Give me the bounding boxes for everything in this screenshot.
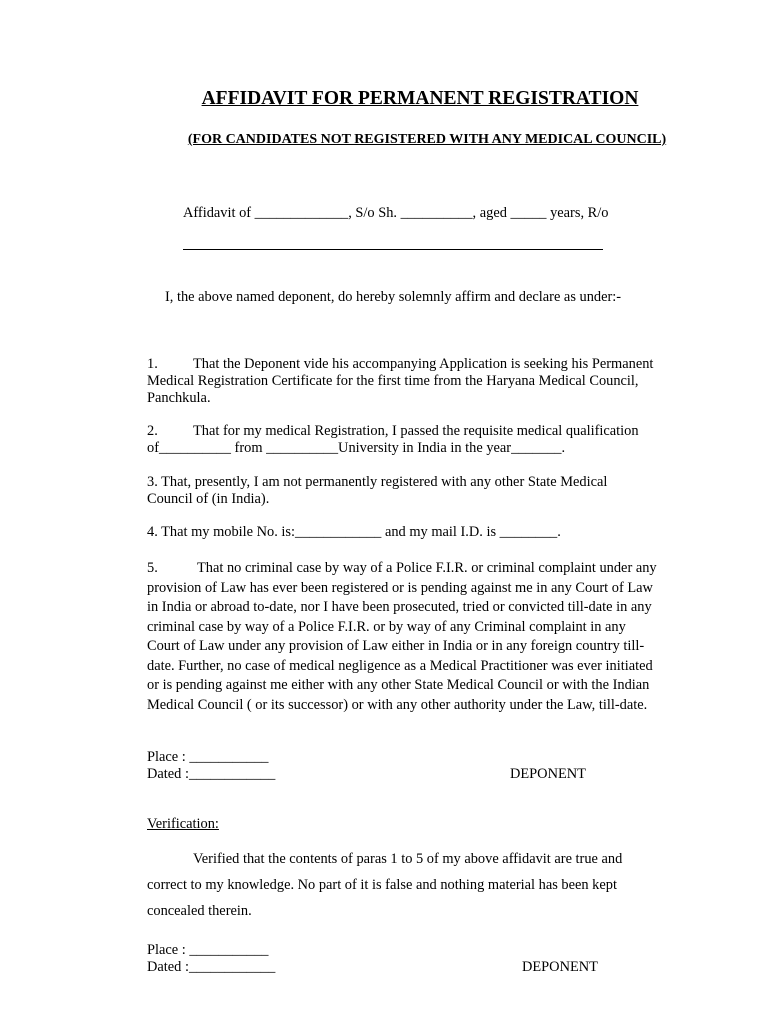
paragraph-5-line-5: Court of Law under any provision of Law either in India or in any foreign country till- [147, 638, 645, 654]
deponent-label: DEPONENT [522, 959, 598, 975]
paragraph-5-line-8: Medical Council ( or its successor) or with any other authority under the Law, till-date. [147, 696, 648, 713]
paragraph-2 [147, 423, 639, 457]
verification-text [147, 846, 622, 924]
verification-line-1: Verified that the contents of paras 1 to 5 of my above affidavit are true and [193, 851, 623, 867]
paragraph-3 [147, 474, 607, 508]
paragraph-5-line-6: date. Further, no case of medical negligence as a Medical Practitioner was ever initiated [147, 657, 653, 674]
paragraph-5 [147, 559, 657, 715]
paragraph-1-number: 1. [147, 356, 158, 372]
declaration-text: I, the above named deponent, do hereby solemnly affirm and declare as under:- [165, 289, 622, 305]
paragraph-1 [147, 356, 653, 407]
paragraph-5-line-4: criminal case by way of a Police F.I.R. or by way of any Criminal complaint in any [147, 618, 626, 635]
paragraph-4 [147, 524, 561, 541]
paragraph-5-line-7: or is pending against me either with any other State Medical Council or with the Indian [147, 677, 650, 693]
document-title: AFFIDAVIT FOR PERMANENT REGISTRATION [201, 88, 639, 109]
place-field: Place : ___________ [147, 749, 269, 765]
paragraph-5-line-2: provision of Law has ever been registered or is pending against me in any Court of Law [147, 579, 653, 596]
place-field: Place : ___________ [147, 942, 269, 958]
paragraph-3-line-2: Council of (in India). [147, 491, 270, 507]
dated-field: Dated :____________ [147, 766, 276, 782]
paragraph-1-line-3: Panchkula. [147, 390, 211, 406]
paragraph-2-line-2: of__________ from __________University in India in the year_______. [147, 440, 566, 456]
paragraph-5-number: 5. [147, 560, 158, 576]
paragraph-3-line-1: 3. That, presently, I am not permanently registered with any other State Medical [147, 474, 608, 490]
verification-line-3: concealed therein. [147, 903, 252, 919]
deponent-label: DEPONENT [510, 766, 586, 782]
paragraph-2-line-1: That for my medical Registration, I passed the requisite medical qualification [193, 423, 639, 439]
paragraph-4-line-1: 4. That my mobile No. is:____________ and my mail I.D. is ________. [147, 524, 561, 540]
affidavit-of-line: Affidavit of _____________, S/o Sh. __________, aged _____ years, R/o [183, 205, 609, 221]
paragraph-1-line-2: Medical Registration Certificate for the first time from the Haryana Medical Council, [147, 373, 639, 389]
residence-blank-line [183, 249, 603, 250]
paragraph-1-line-1: That the Deponent vide his accompanying Application is seeking his Permanent [193, 356, 654, 372]
paragraph-5-line-3: in India or abroad to-date, nor I have been prosecuted, tried or convicted till-date in any [147, 599, 652, 615]
document-subtitle: (FOR CANDIDATES NOT REGISTERED WITH ANY MEDICAL COUNCIL) [187, 132, 667, 147]
signature-block-2 [147, 942, 275, 976]
paragraph-5-line-1: That no criminal case by way of a Police F.I.R. or criminal complaint under any [197, 560, 657, 576]
dated-field: Dated :____________ [147, 959, 276, 975]
paragraph-2-number: 2. [147, 423, 158, 439]
signature-block-1 [147, 749, 275, 783]
verification-heading: Verification: [147, 816, 219, 832]
verification-line-2: correct to my knowledge. No part of it is false and nothing material has been kept [147, 877, 617, 893]
